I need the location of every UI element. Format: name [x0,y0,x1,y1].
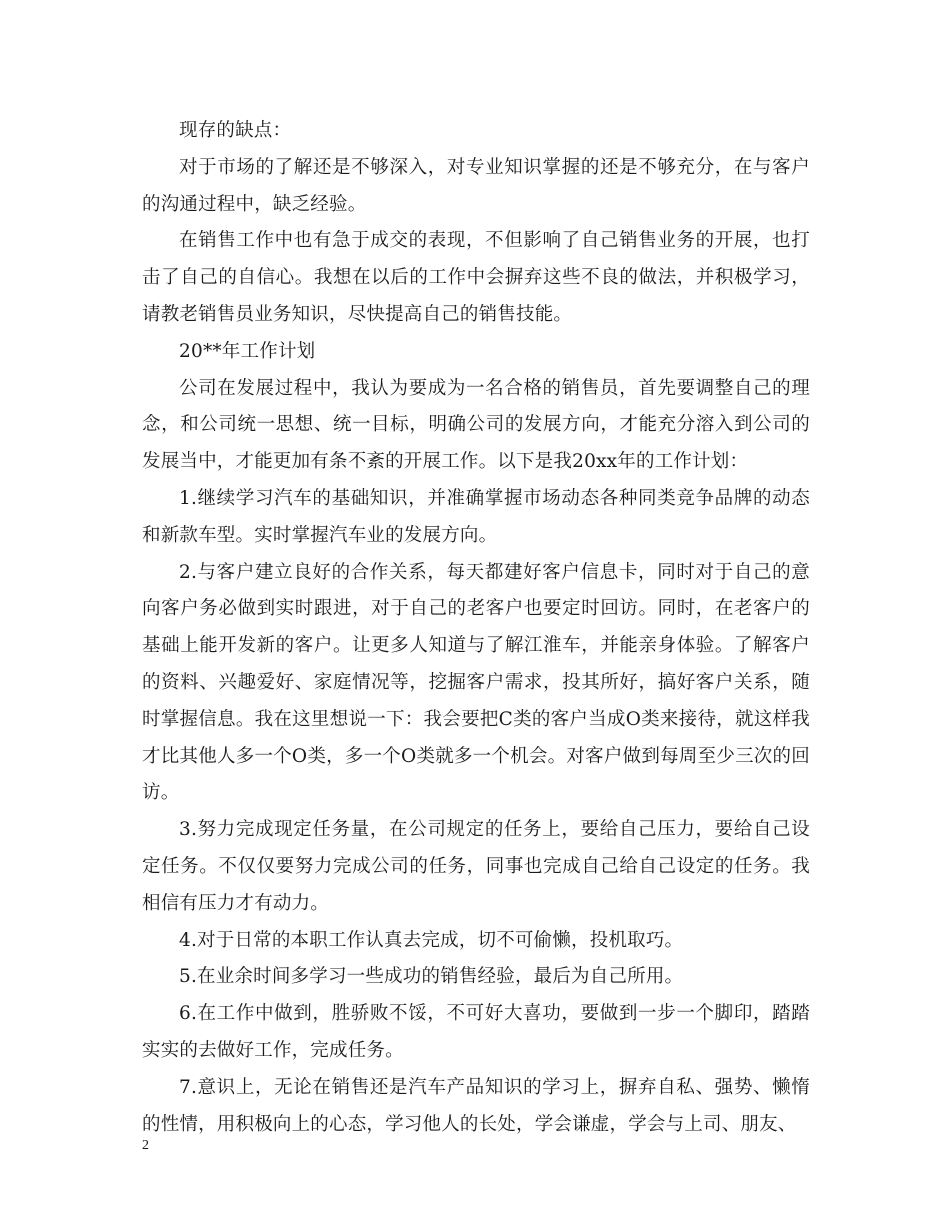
paragraph-plan-item-2: 2.与客户建立良好的合作关系，每天都建好客户信息卡，同时对于自己的意向客户务必做到实时跟进，对于自己的老客户也要定时回访。同时，在老客户的基础上能开发新的客户。让更多人知道与了解江淮车，并能亲身体验。了解客户的资料、兴趣爱好、家庭情况等，挖掘客户需求，投其所好，搞好客户关系，随时掌握信息。我在这里想说一下：我会要把C类的客户当成O类来接待，就这样我才比其他人多一个O类，多一个O类就多一个机会。对客户做到每周至少三次的回访。 [142,561,810,804]
paragraph-plan-item-1: 1.继续学习汽车的基础知识，并准确掌握市场动态各种同类竞争品牌的动态和新款车型。实时掌握汽车业的发展方向。 [142,487,810,546]
paragraph-plan-item-5: 5.在业余时间多学习一些成功的销售经验，最后为自己所用。 [179,966,684,988]
paragraph-plan-item-4: 4.对于日常的本职工作认真去完成，切不可偷懒，投机取巧。 [179,929,684,951]
paragraph-plan-item-3: 3.努力完成现定任务量，在公司规定的任务上，要给自己压力，要给自己设定任务。不仅仅要努力完成公司的任务，同事也完成自己给自己设定的任务。我相信有压力才有动力。 [142,819,810,914]
paragraph-shortcomings-heading: 现存的缺点： [179,120,292,141]
paragraph-market-knowledge: 对于市场的了解还是不够深入，对专业知识掌握的还是不够充分，在与客户的沟通过程中，缺乏经验。 [142,156,810,215]
paragraph-plan-item-6: 6.在工作中做到，胜骄败不馁，不可好大喜功，要做到一步一个脚印，踏踏实实的去做好工作，完成任务。 [142,1003,810,1061]
paragraph-work-plan-heading: 20**年工作计划 [179,340,316,362]
paragraph-sales-haste: 在销售工作中也有急于成交的表现，不但影响了自己销售业务的开展，也打击了自己的自信心。我想在以后的工作中会摒弃这些不良的做法，并积极学习，请教老销售员业务知识，尽快提高自己的销售技能。 [142,230,810,325]
paragraph-company-development: 公司在发展过程中，我认为要成为一名合格的销售员，首先要调整自己的理念，和公司统一思想、统一目标，明确公司的发展方向，才能充分溶入到公司的发展当中，才能更加有条不紊的开展工作。以下是我20xx年的工作计划： [142,377,810,473]
paragraph-plan-item-7: 7.意识上，无论在销售还是汽车产品知识的学习上，摒弃自私、强势、懒惰的性情，用积极向上的心态，学习他人的长处，学会谦虚，学会与上司、朋友、 [142,1076,810,1135]
page-number: 2 [142,1138,149,1153]
document-body [142,113,810,1143]
